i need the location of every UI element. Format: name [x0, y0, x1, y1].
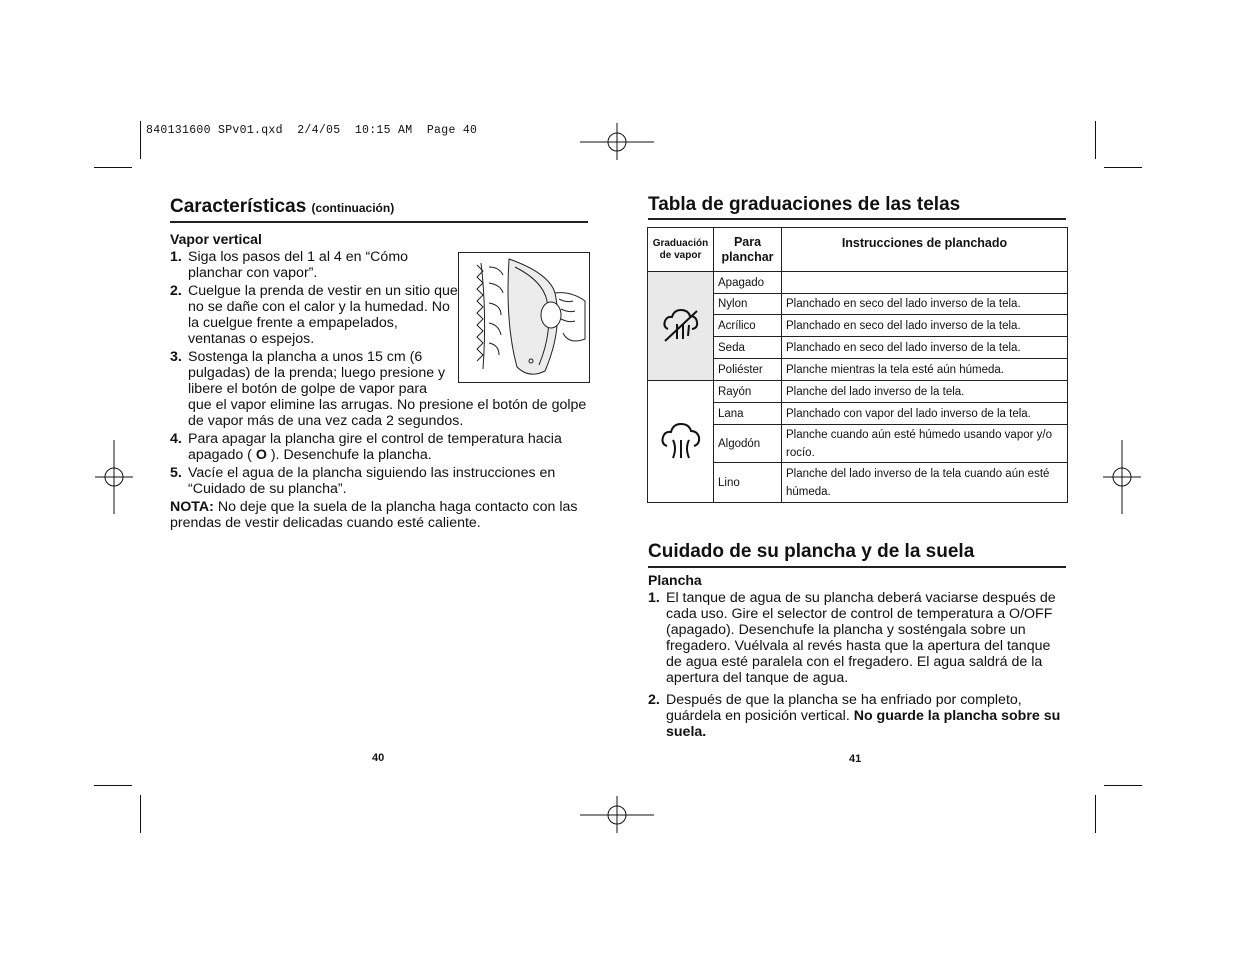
step-2: 2. Cuelgue la prenda de vestir en un sitio que no se dañe con el calor y la humedad. No la cuelgue frente a empapelados, ventanas o espejos. — [170, 283, 458, 347]
step-1: 1. Siga los pasos del 1 al 4 en “Cómo planchar con vapor”. — [170, 249, 409, 281]
fabric-cell: Seda — [714, 337, 782, 359]
instruction-cell: Planche mientras la tela esté aún húmeda. — [782, 359, 1068, 381]
care-step-1: 1. El tanque de agua de su plancha deberá vaciarse después de cada uso. Gire el selector de control de temperatura a O/OFF (apagado). Desenchufe la plancha y sosténgala sobre un fregadero. Vuélvala al revés hasta que la apertura del tanque de agua esté paralela con el fregadero. El agua saldrá de la apertura del tanque de agua. — [648, 590, 1056, 686]
header-fabric: Para planchar — [714, 228, 782, 272]
left-page-title: Características (continuación) — [170, 196, 395, 217]
fabric-cell: Algodón — [714, 425, 782, 463]
header-steam-setting: Graduación de vapor — [648, 228, 714, 272]
print-slug: 840131600 SPv01.qxd 2/4/05 10:15 AM Page 40 — [146, 124, 478, 137]
instruction-cell: Planche del lado inverso de la tela cuando aún esté húmeda. — [782, 463, 1068, 503]
fabric-cell: Acrílico — [714, 315, 782, 337]
instruction-cell: Planche cuando aún esté húmedo usando vapor y/o rocío. — [782, 425, 1068, 463]
fabric-settings-table — [647, 227, 1068, 503]
instruction-cell: Planchado en seco del lado inverso de la tela. — [782, 294, 1068, 315]
step-3: 3. Sostenga la plancha a unos 15 cm (6 pulgadas) de la prenda; luego presione y libere el botón de golpe de vapor para que el vapor elimine las arrugas. No presione el botón de golpe de vapor más de una vez cada 2 segundos. — [170, 349, 587, 429]
fabric-cell: Lino — [714, 463, 782, 503]
steam-icon — [648, 381, 714, 503]
subhead-plancha: Plancha — [648, 572, 702, 588]
step-4: 4. Para apagar la plancha gire el control de temperatura hacia apagado ( O ). Desenchufe la plancha. — [170, 431, 562, 463]
care-title-rule — [648, 566, 1066, 568]
page-number-right: 41 — [849, 753, 862, 765]
instruction-cell: Planchado en seco del lado inverso de la tela. — [782, 315, 1068, 337]
fabric-cell: Nylon — [714, 294, 782, 315]
subhead-vapor-vertical: Vapor vertical — [170, 231, 262, 247]
note: NOTA: No deje que la suela de la plancha haga contacto con las prendas de vestir delicadas cuando esté caliente. — [170, 499, 578, 531]
page-number-left: 40 — [372, 752, 385, 764]
instruction-cell: Planche del lado inverso de la tela. — [782, 381, 1068, 403]
table-title: Tabla de graduaciones de las telas — [648, 194, 961, 215]
fabric-cell: Poliéster — [714, 359, 782, 381]
table-title-rule — [648, 218, 1066, 220]
table-row — [648, 381, 1068, 403]
table-header-row — [648, 228, 1068, 272]
care-title: Cuidado de su plancha y de la suela — [648, 541, 975, 562]
instruction-cell: Planchado con vapor del lado inverso de la tela. — [782, 403, 1068, 425]
care-steps — [648, 590, 1066, 742]
header-instructions: Instrucciones de planchado — [782, 228, 1068, 272]
instruction-cell — [782, 272, 1068, 294]
fabric-cell: Apagado — [714, 272, 782, 294]
fabric-cell: Lana — [714, 403, 782, 425]
instruction-cell: Planchado en seco del lado inverso de la tela. — [782, 337, 1068, 359]
no-steam-icon — [648, 272, 714, 381]
step-5: 5. Vacíe el agua de la plancha siguiendo las instrucciones en “Cuidado de su plancha”. — [170, 465, 556, 497]
fabric-cell: Rayón — [714, 381, 782, 403]
table-row — [648, 272, 1068, 294]
care-step-2: 2. Después de que la plancha se ha enfriado por completo, guárdela en posición vertical. No guarde la plancha sobre su suela. — [648, 692, 1061, 740]
vapor-vertical-steps — [170, 249, 588, 531]
title-rule — [170, 221, 588, 223]
